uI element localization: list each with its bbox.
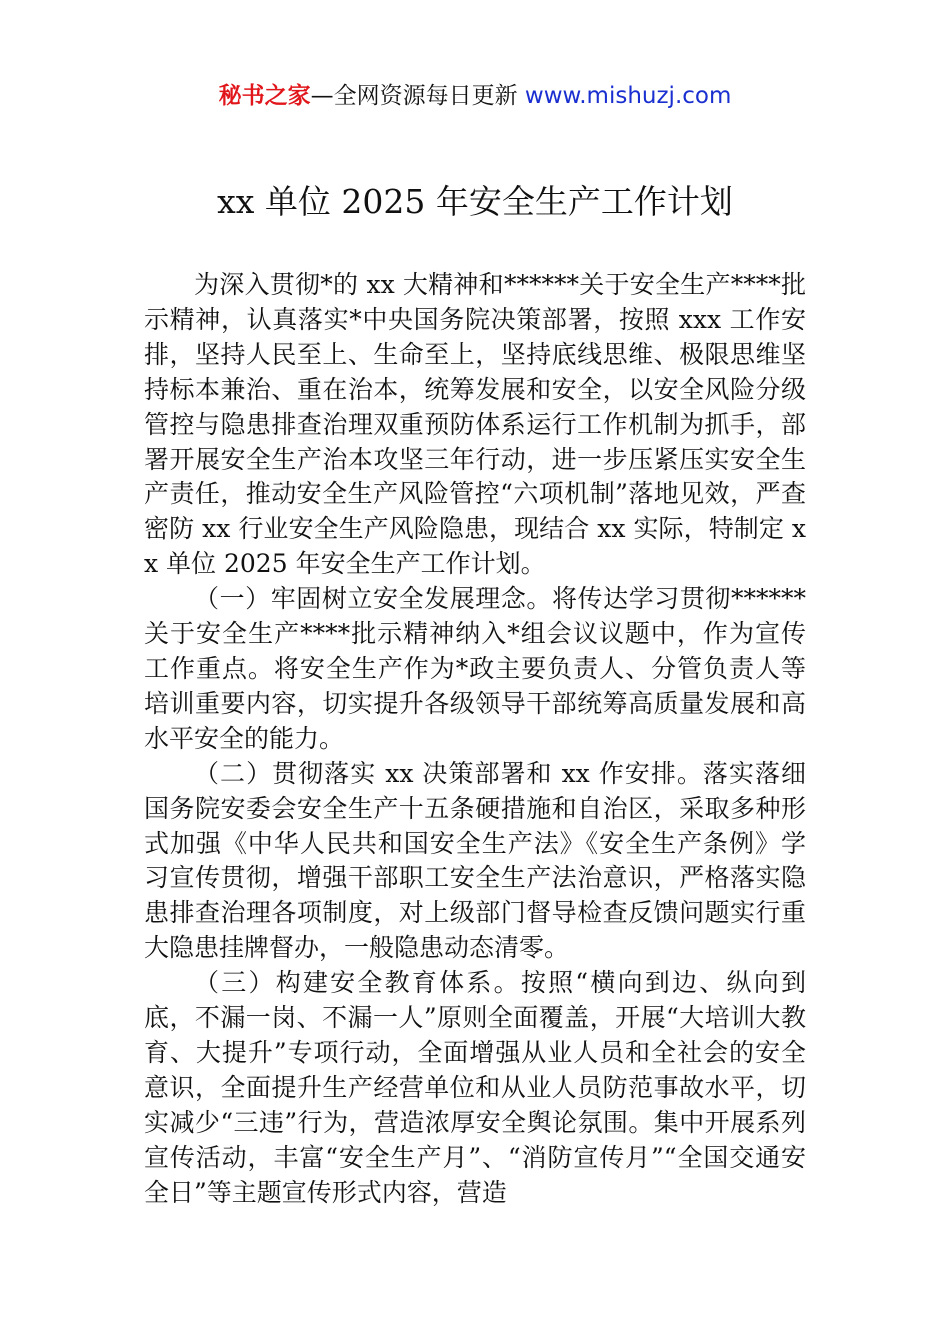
site-url[interactable]: www.mishuzj.com <box>524 83 732 109</box>
document-body <box>144 268 806 1210</box>
header-tagline: —全网资源每日更新 <box>310 83 525 109</box>
section-one-paragraph: （一）牢固树立安全发展理念。将传达学习贯彻******关于安全生产****批示精神纳入*组会议议题中，作为宣传工作重点。将安全生产作为*政主要负责人、分管负责人等培训重要内容，切实提升各级领导干部统筹高质量发展和高水平安全的能力。 <box>144 584 806 753</box>
section-three-paragraph: （三）构建安全教育体系。按照“横向到边、纵向到底，不漏一岗、不漏一人”原则全面覆盖，开展“大培训大教育、大提升”专项行动，全面增强从业人员和全社会的安全意识，全面提升生产经营单位和从业人员防范事故水平，切实减少“三违”行为，营造浓厚安全舆论氛围。集中开展系列宣传活动，丰富“安全生产月”、“消防宣传月”“全国交通安全日”等主题宣传形式内容，营造 <box>144 968 806 1207</box>
document-title: xx 单位 2025 年安全生产工作计划 <box>217 182 733 221</box>
section-two-paragraph: （二）贯彻落实 xx 决策部署和 xx 作安排。落实落细国务院安委会安全生产十五条硬措施和自治区，采取多种形式加强《中华人民共和国安全生产法》《安全生产条例》学习宣传贯彻，增强干部职工安全生产法治意识，严格落实隐患排查治理各项制度，对上级部门督导检查反馈问题实行重大隐患挂牌督办，一般隐患动态清零。 <box>144 758 806 963</box>
intro-paragraph: 为深入贯彻*的 xx 大精神和******关于安全生产****批示精神，认真落实*中央国务院决策部署，按照 xxx 工作安排，坚持人民至上、生命至上，坚持底线思维、极限思维坚持标本兼治、重在治本，统筹发展和安全，以安全风险分级管控与隐患排查治理双重预防体系运行工作机制为抓手，部署开展安全生产治本攻坚三年行动，进一步压紧压实安全生产责任，推动安全生产风险管控“六项机制”落地见效，严查密防 xx 行业安全生产风险隐患，现结合 xx 实际，特制定 xx 单位 2025 年安全生产工作计划。 <box>144 270 806 579</box>
site-header <box>0 80 950 112</box>
brand-name: 秘书之家 <box>218 83 311 109</box>
